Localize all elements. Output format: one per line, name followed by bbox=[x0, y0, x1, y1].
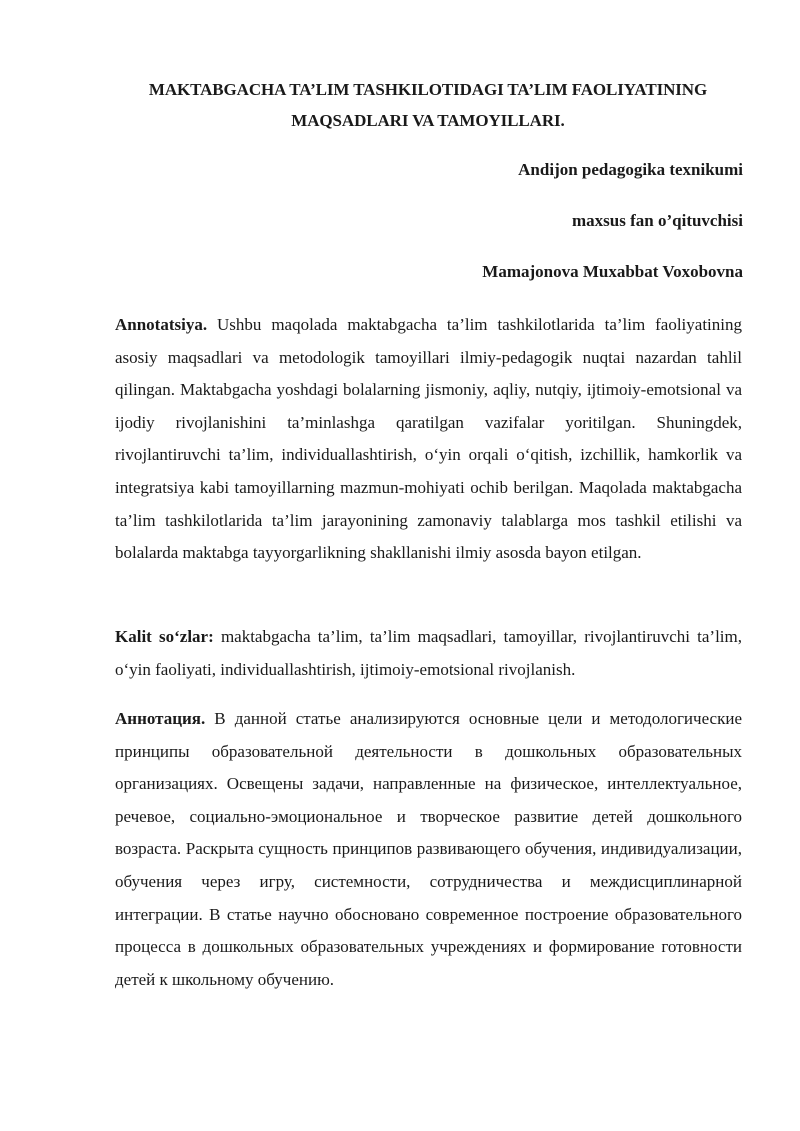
annotation-uzbek-label: Annotatsiya. bbox=[115, 315, 208, 334]
keywords-label: Kalit so‘zlar: bbox=[115, 627, 214, 646]
author-name: Mamajonova Muxabbat Voxobovna bbox=[482, 262, 743, 281]
title-line-1: MAKTABGACHA TA’LIM TASHKILOTIDAGI TA’LIM FAOLIYATINING bbox=[148, 80, 708, 99]
annotation-russian-text: В данной статье анализируются основные цели и методологические принципы образовательной деятельности в дошкольных образовательных организациях. Освещены задачи, направленные на физическое, интеллектуальное, речевое, социально-эмоциональное и творческое развитие детей дошкольного возраста. Раскрыта сущность принципов развивающего обучения, индивидуализации, обучения через игру, системности, сотрудничества и междисциплинарной интеграции. В статье научно обосновано современное построение образовательного процесса в дошкольных образовательных учреждениях и формирование готовности детей к школьному обучению. bbox=[115, 709, 742, 989]
annotation-russian-label: Аннотация. bbox=[115, 709, 206, 728]
annotation-russian bbox=[115, 703, 742, 996]
article-title bbox=[100, 74, 756, 136]
author-block bbox=[143, 157, 743, 310]
author-position: maxsus fan o’qituvchisi bbox=[572, 211, 743, 230]
annotation-uzbek-text: Ushbu maqolada maktabgacha ta’lim tashkilotlarida ta’lim faoliyatining asosiy maqsadlari va metodologik tamoyillari ilmiy-pedagogik nuqtai nazardan tahlil qilingan. Maktabgacha yoshdagi bolalarning jismoniy, aqliy, nutqiy, ijtimoiy-emotsional va ijodiy rivojlanishini ta’minlashga qaratilgan vazifalar yoritilgan. Shuningdek, rivojlantiruvchi ta’lim, individuallashtirish, o‘yin orqali o‘qitish, izchillik, hamkorlik va integratsiya kabi tamoyillarning mazmun-mohiyati ochib berilgan. Maqolada maktabgacha ta’lim tashkilotlarida ta’lim jarayonining zamonaviy talablarga mos tashkil etilishi va bolalarda maktabga tayyorgarlikning shakllanishi ilmiy asosda bayon etilgan. bbox=[115, 315, 742, 563]
annotation-uzbek bbox=[115, 309, 742, 570]
keywords-paragraph bbox=[115, 621, 742, 686]
title-line-2: MAQSADLARI VA TAMOYILLARI. bbox=[291, 111, 565, 130]
author-institution: Andijon pedagogika texnikumi bbox=[518, 160, 743, 179]
keywords-text: maktabgacha ta’lim, ta’lim maqsadlari, tamoyillar, rivojlantiruvchi ta’lim, o‘yin faoliyati, individuallashtirish, ijtimoiy-emotsional rivojlanish. bbox=[115, 627, 742, 679]
